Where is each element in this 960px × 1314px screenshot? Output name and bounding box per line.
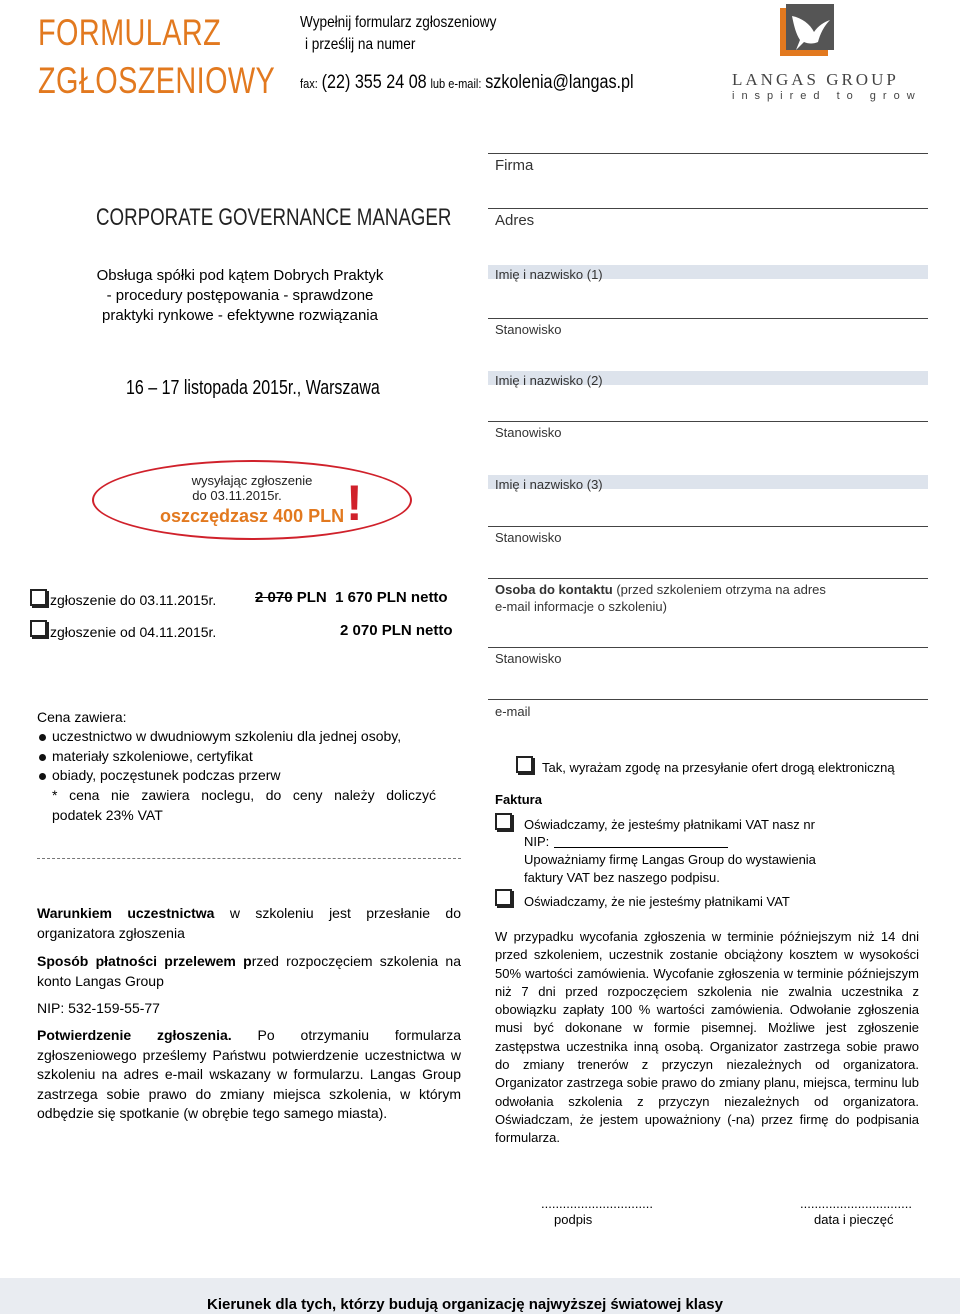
- position1-rule: [488, 318, 928, 319]
- contact-position-label: Stanowisko: [495, 651, 562, 666]
- adres-rule: [488, 208, 928, 209]
- bullet-icon: [39, 734, 46, 741]
- contact-rule: [488, 578, 928, 579]
- position2-label: Stanowisko: [495, 425, 562, 440]
- promo-line2: do 03.11.2015r.: [192, 488, 282, 503]
- option2-checkbox[interactable]: [30, 620, 47, 637]
- firma-rule: [488, 153, 928, 154]
- option1-checkbox[interactable]: [30, 589, 47, 606]
- option1-old-price: 2 070: [255, 589, 293, 606]
- fax-label: fax:: [300, 76, 318, 91]
- payment-bold: Sposób płatności przelewem p: [37, 953, 252, 969]
- participation-condition: [37, 904, 461, 943]
- contact-label-rest: (przed szkoleniem otrzyma na adres: [612, 582, 826, 597]
- date-stamp-dots[interactable]: ...............................: [800, 1196, 912, 1211]
- contact-label-bold: Osoba do kontaktu: [495, 582, 613, 597]
- price-note-line2: podatek 23% VAT: [52, 807, 163, 823]
- promo-exclamation: !: [346, 475, 363, 531]
- consent-checkbox[interactable]: [516, 756, 533, 773]
- name1-field[interactable]: [488, 280, 928, 316]
- instruction-line2: i prześlij na numer: [305, 36, 416, 53]
- course-desc-line1: Obsługa spółki pod kątem Dobrych Praktyk: [96, 267, 384, 284]
- faktura-label: Faktura: [495, 792, 542, 807]
- signature-dots[interactable]: ...............................: [541, 1196, 653, 1211]
- cancellation-terms: W przypadku wycofania zgłoszenia w terminie późniejszym niż 14 dni przed szkoleniem, uczestnik zostanie obciążony kosztem w wysokości 50% wartości zamówienia. Wycofanie zgłoszenia w terminie późniejszym niż 7 dni przed rozpoczęciem szkolenia nie zwalnia uczestnika z obowiązku zapłaty 100 % wartości zamówienia. Odwołanie zgłoszenia musi być dokonane w formie pisemnej. Możliwe jest zgłoszenie zastępstwa uczestnika inną osobą. Organizator zastrzega sobie prawo do zmiany trenerów z przyczyn niezależnych od organizatora. Organizator zastrzega sobie prawo do zmiany planu, miejsca, terminu lub odwołania szkolenia z przyczyn niezależnych od organizatora. Oświadczam, że jestem upoważniony (-na) przez firmę do podpisania formularza.: [495, 929, 919, 1146]
- course-desc-line2: - procedury postępowania - sprawdzone: [106, 287, 374, 304]
- position1-label: Stanowisko: [495, 322, 562, 337]
- form-title-line2: ZGŁOSZENIOWY: [38, 60, 276, 101]
- contact-line: [300, 72, 634, 94]
- option1-price-row: [255, 589, 448, 606]
- name3-label: Imię i nazwisko (3): [495, 477, 603, 492]
- price-note-line1: * cena nie zawiera noclegu, do ceny należy doliczyć: [52, 787, 436, 803]
- instruction-line1: Wypełnij formularz zgłoszeniowy: [300, 14, 497, 31]
- position2-rule: [488, 421, 928, 422]
- price-item-2: materiały szkoleniowe, certyfikat: [52, 748, 253, 764]
- company-nip: NIP: 532-159-55-77: [37, 1000, 160, 1016]
- position3-rule: [488, 526, 928, 527]
- email-connector: lub e-mail:: [430, 76, 482, 91]
- hummingbird-logo-icon: [780, 4, 834, 56]
- promo-savings: oszczędzasz 400 PLN: [160, 506, 345, 526]
- promo-line1: wysyłając zgłoszenie: [191, 473, 313, 488]
- firma-field[interactable]: [488, 172, 928, 208]
- authorize-line1: Upoważniamy firmę Langas Group do wystawienia: [524, 852, 816, 867]
- price-includes-heading: Cena zawiera:: [37, 709, 127, 725]
- position3-label: Stanowisko: [495, 530, 562, 545]
- vat-yes-label: Oświadczamy, że jesteśmy płatnikami VAT nasz nr: [524, 817, 815, 832]
- nip-field[interactable]: [554, 847, 728, 848]
- authorize-line2: faktury VAT bez naszego podpisu.: [524, 870, 720, 885]
- adres-field[interactable]: [488, 228, 928, 264]
- confirmation-info: [37, 1026, 461, 1124]
- price-item-1: uczestnictwo w dwudniowym szkoleniu dla jednej osoby,: [52, 728, 402, 744]
- option2-label: zgłoszenie od 04.11.2015r.: [50, 624, 217, 640]
- adres-label: Adres: [495, 212, 535, 229]
- email-field[interactable]: [488, 720, 928, 748]
- nip-label: NIP:: [524, 834, 550, 849]
- fax-number: (22) 355 24 08: [321, 72, 427, 93]
- vat-yes-checkbox[interactable]: [495, 813, 512, 830]
- name2-field[interactable]: [488, 386, 928, 422]
- logo-tagline: inspired to grow: [732, 90, 922, 102]
- email-label: e-mail: [495, 704, 531, 719]
- email-link[interactable]: szkolenia@langas.pl: [485, 72, 634, 93]
- price-item-3: obiady, poczęstunek podczas przerw: [52, 767, 281, 783]
- section-divider: [37, 858, 461, 859]
- consent-label: Tak, wyrażam zgodę na przesyłanie ofert drogą elektroniczną: [542, 760, 895, 775]
- course-desc-line3: praktyki rynkowe - efektywne rozwiązania: [102, 307, 378, 324]
- footer-slogan: Kierunek dla tych, którzy budują organizację najwyższej światowej klasy: [206, 1296, 723, 1313]
- name3-field[interactable]: [488, 490, 928, 526]
- contact-field[interactable]: [488, 615, 928, 645]
- email-rule: [488, 699, 928, 700]
- course-name: CORPORATE GOVERNANCE MANAGER: [96, 204, 452, 231]
- option1-old-currency: PLN: [296, 589, 327, 606]
- course-description: [40, 266, 440, 326]
- course-dates: 16 – 17 listopada 2015r., Warszawa: [126, 377, 380, 399]
- confirmation-rest: Po otrzymaniu formularza zgłoszeniowego prześlemy Państwu potwierdzenie uczestnictwa w szkoleniu na adres e-mail wskazany w formularzu. Langas Group zastrzega sobie prawo do zmiany miejsca szkolenia, w którym odbędzie się spotkanie (w obrębie tego samego miasta).: [37, 1027, 461, 1121]
- confirmation-bold: Potwierdzenie zgłoszenia.: [37, 1027, 232, 1043]
- bullet-icon: [39, 773, 46, 780]
- logo-name: LANGAS GROUP: [732, 70, 899, 89]
- participation-rest: w szkoleniu jest przesłanie do organizatora zgłoszenia: [37, 905, 461, 941]
- option2-price: 2 070 PLN netto: [340, 622, 453, 639]
- firma-label: Firma: [495, 157, 534, 174]
- signature-label: podpis: [554, 1212, 593, 1227]
- option1-price: 1 670 PLN netto: [335, 589, 448, 606]
- contact-label: [495, 582, 826, 597]
- payment-rest: rzed rozpoczęciem szkolenia na konto Langas Group: [37, 953, 461, 989]
- contact-position-rule: [488, 647, 928, 648]
- participation-bold: Warunkiem uczestnictwa: [37, 905, 215, 921]
- name2-label: Imię i nazwisko (2): [495, 373, 603, 388]
- bullet-icon: [39, 754, 46, 761]
- vat-no-checkbox[interactable]: [495, 889, 512, 906]
- form-title-line1: FORMULARZ: [38, 12, 222, 53]
- contact-label-line2: e-mail informacje o szkoleniu): [495, 599, 667, 614]
- vat-no-label: Oświadczamy, że nie jesteśmy płatnikami VAT: [524, 894, 790, 909]
- name1-label: Imię i nazwisko (1): [495, 267, 603, 282]
- option1-label: zgłoszenie do 03.11.2015r.: [50, 592, 217, 608]
- date-stamp-label: data i pieczęć: [814, 1212, 894, 1227]
- payment-method: [37, 952, 461, 991]
